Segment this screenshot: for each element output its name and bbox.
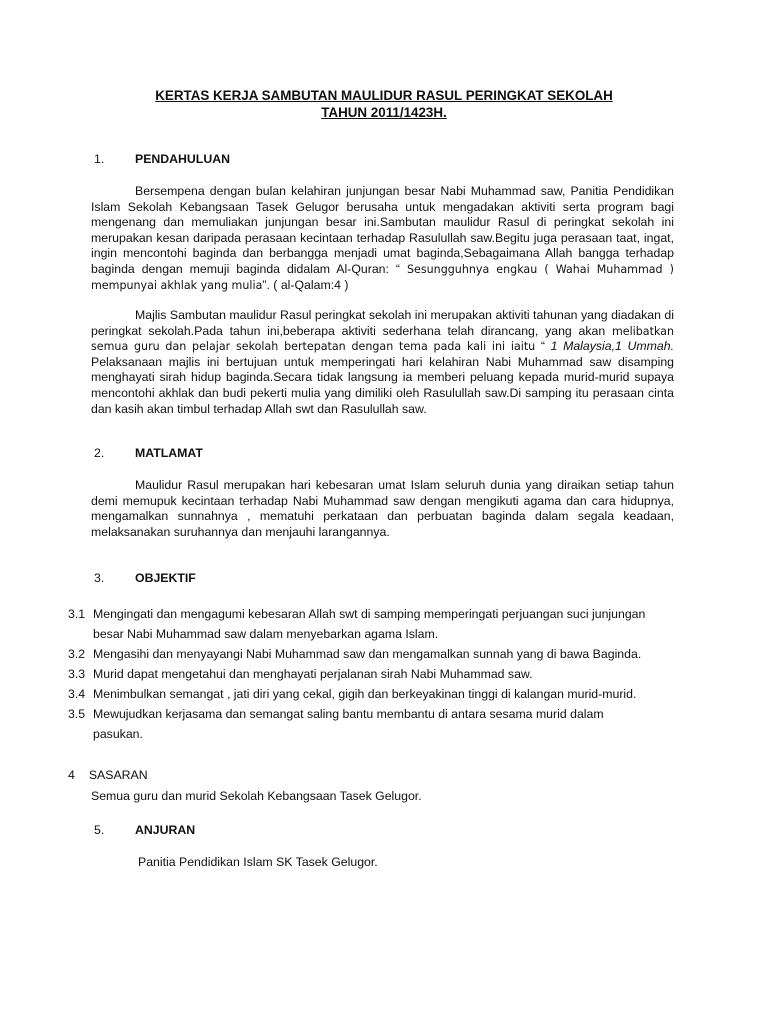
section-1-paragraph-1 (91, 184, 674, 293)
paragraph-text: Pelaksanaan majlis ini bertujuan untuk memperingati hari kelahiran Nabi Muhammad saw disamping menghayati sirah hidup baginda.Secara tidak langsung ia memberi peluang kepada murid-murid supaya mencontohi akhlak dan budi pekerti mulia yang dimiliki oleh Rasulullah saw.Di samping itu perasaan cinta dan kasih akan timbul terhadap Allah swt dan Rasulullah saw. (91, 354, 674, 416)
title-line-2: TAHUN 2011/1423H. (321, 105, 447, 120)
item-continuation: pasukan. (93, 727, 143, 741)
list-item (68, 684, 674, 704)
document-title (100, 87, 668, 121)
section-1-paragraph-2 (91, 308, 674, 417)
quote-open: “ (535, 339, 551, 354)
section-4-number: 4 (68, 768, 75, 782)
quote-reference: ”. ( al-Qalam:4 ) (262, 277, 349, 292)
item-number: 3.3 (68, 667, 86, 681)
title-line-1: KERTAS KERJA SAMBUTAN MAULIDUR RASUL PERINGKAT SEKOLAH (155, 88, 613, 103)
section-1-number: 1. (94, 152, 105, 166)
list-item (68, 644, 674, 664)
item-text: Mewujudkan kerjasama dan semangat saling bantu membantu di antara sesama murid dalam (93, 707, 604, 721)
theme-text: 1 Malaysia,1 Ummah. (550, 339, 674, 354)
section-5-heading: ANJURAN (135, 823, 196, 837)
item-number: 3.1 (68, 607, 86, 621)
paragraph-text-alt: melibatkan semua guru dan pelajar sekolah bertepatan dengan tema pada kali ini iaitu (91, 324, 674, 354)
section-3-heading: OBJEKTIF (135, 571, 196, 585)
list-item (68, 704, 674, 724)
section-2-heading: MATLAMAT (135, 446, 203, 460)
section-4-title: SASARAN (88, 768, 148, 782)
item-number: 3.5 (68, 707, 86, 721)
section-2-paragraph (91, 478, 674, 540)
item-number: 3.2 (68, 647, 86, 661)
section-4-heading (68, 768, 148, 784)
objectives-list (68, 604, 674, 744)
list-item (68, 604, 674, 624)
section-1-heading: PENDAHULUAN (135, 152, 230, 166)
section-2-number: 2. (94, 446, 105, 460)
list-item (68, 664, 674, 684)
paragraph-text: Bersempena dengan bulan kelahiran junjungan besar Nabi Muhammad saw, Panitia Pendidikan Islam Sekolah Kebangsaan Tasek Gelugor berusaha untuk mengadakan aktiviti serta program bagi mengenang dan memuliakan junjungan besar ini.Sambutan maulidur Rasul di peringkat sekolah ini merupakan kesan daripada perasaan kecintaan terhadap Rasulullah saw.Begitu juga perasaan taat, ingat, ingin mencontohi baginda dan berbangga menjadi umat baginda,Sebagaimana Allah bangga terhadap baginda dengan memuji baginda didalam Al-Quran: “ (91, 184, 674, 276)
item-continuation: besar Nabi Muhammad saw dalam menyebarkan agama Islam. (93, 627, 439, 641)
paragraph-text: Maulidur Rasul merupakan hari kebesaran umat Islam seluruh dunia yang diraikan setiap tahun demi memupuk kecintaan terhadap Nabi Muhammad saw dengan mengikuti agama dan cara hidupnya, mengamalkan sunnahnya , mematuhi perkataan dan perbuatan baginda dalam segala keadaan, melaksanakan suruhannya dan menjauhi larangannya. (91, 478, 674, 539)
item-number: 3.4 (68, 687, 86, 701)
quran-quote: Sesungguhnya engkau ( Wahai Muhammad ) mempunyai akhlak yang mulia (91, 262, 674, 292)
section-3-number: 3. (94, 571, 105, 585)
item-text: Menimbulkan semangat , jati diri yang cekal, gigih dan berkeyakinan tinggi di kalangan murid-murid. (93, 687, 637, 701)
item-text: Murid dapat mengetahui dan menghayati perjalanan sirah Nabi Muhammad saw. (93, 667, 533, 681)
section-5-number: 5. (94, 823, 105, 837)
section-4-text: Semua guru dan murid Sekolah Kebangsaan Tasek Gelugor. (91, 789, 422, 803)
paragraph-text: Majlis Sambutan maulidur Rasul peringkat sekolah ini merupakan aktiviti tahunan yang diadakan di peringkat sekolah.Pada tahun ini,beberapa aktiviti sederhana telah dirancang, yang akan (91, 308, 674, 338)
item-text: Mengasihi dan menyayangi Nabi Muhammad saw dan mengamalkan sunnah yang di bawa Baginda. (93, 647, 642, 661)
section-5-text: Panitia Pendidikan Islam SK Tasek Gelugor. (138, 855, 378, 869)
item-text: Mengingati dan mengagumi kebesaran Allah swt di samping memperingati perjuangan suci junjungan (93, 607, 646, 621)
